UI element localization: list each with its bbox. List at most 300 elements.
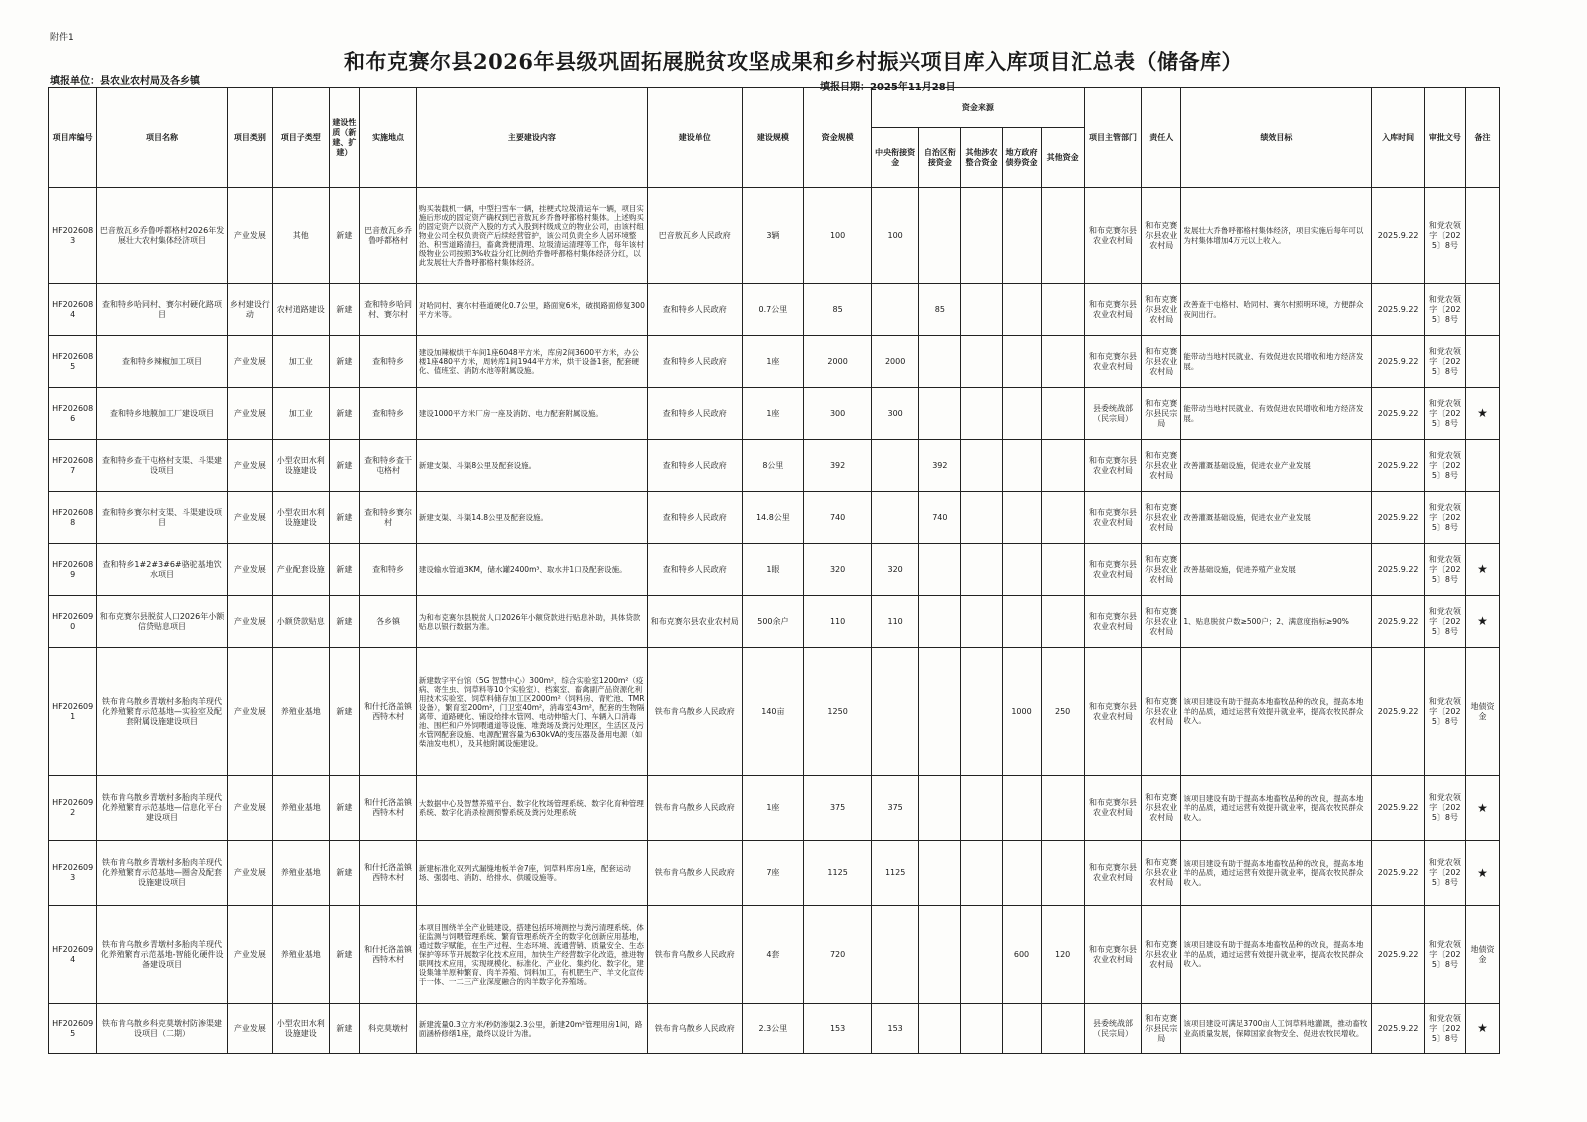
cell-time: 2025.9.22 [1372, 336, 1424, 388]
cell-name: 铁布肯乌散乡科克莫墩村防渗渠建设项目（二期） [97, 1004, 228, 1054]
attachment-label: 附件1 [50, 33, 74, 43]
cell-nature: 新建 [329, 492, 360, 544]
cell-location: 查和特乡赛尔村 [360, 492, 417, 544]
cell-name: 铁布肯乌散乡青墩村多胎肉羊现代化养殖繁育示范基地-智能化硬件设备建设项目 [97, 906, 228, 1004]
cell-content: 本项目围绕羊全产业链建设，搭建包括环境测控与粪污清理系统、体征监测与饲喂管理系统、繁育管理系统齐全的数字化创新应用基地，通过数字赋能，在生产过程、生态环境、流通营销、质量安全、生态保护等环节开展数字化技术应用，加快生产经营数字化改造，推进物联网技术应用，实现规模化、标准化、产业化、集约化、数字化，建设集雏羊原种繁育、肉羊养殖、饲料加工，有机肥生产、羊文化宣传于一体、一二三产业深度融合的肉羊数字化养殖场。 [416, 906, 647, 1004]
cell-approval: 和党农领字〔2025〕8号 [1424, 388, 1465, 440]
cell-time: 2025.9.22 [1372, 906, 1424, 1004]
cell-region: 740 [919, 492, 961, 544]
cell-remark: 地债资金 [1465, 906, 1499, 1004]
cell-dept: 县委统战部（民宗局） [1084, 1004, 1142, 1054]
cell-time: 2025.9.22 [1372, 776, 1424, 841]
cell-owner: 和布克赛尔县民宗局 [1142, 1004, 1181, 1054]
cell-owner: 和布克赛尔县农业农村局 [1142, 284, 1181, 336]
cell-central [872, 906, 919, 1004]
cell-dept: 和布克赛尔县农业农村局 [1084, 492, 1142, 544]
cell-location: 查和特乡查干屯格村 [360, 440, 417, 492]
header-nature: 建设性质（新建、扩建） [329, 88, 360, 188]
cell-agri [961, 388, 1002, 440]
cell-other [1041, 284, 1084, 336]
table-row [49, 841, 1500, 906]
cell-bond: 600 [1002, 906, 1041, 1004]
header-remark: 备注 [1465, 88, 1499, 188]
cell-category: 乡村建设行动 [227, 284, 272, 336]
cell-content: 购买装载机一辆，中型扫雪车一辆，挂梗式垃圾清运车一辆，项目实施后形成的固定资产确权到巴音敖瓦乡乔鲁呼都格村集体。上述购买的固定资产以资产入股的方式入股到村级成立的物业公司，由该村组物业公司全权负责资产后续经营管护，该公司负责全乡人居环境整治、积雪道路清扫，畜禽粪便清理、垃圾清运清理等工作，每年该村级物业公司按照3%收益分红比例给乔鲁呼都格村集体经济分红，以此发展壮大乔鲁呼都格村集体经济。 [416, 188, 647, 284]
cell-code: HF2026087 [49, 440, 97, 492]
header-subtype: 项目子类型 [272, 88, 329, 188]
cell-owner: 和布克赛尔县农业农村局 [1142, 648, 1181, 776]
cell-owner: 和布克赛尔县农业农村局 [1142, 544, 1181, 596]
cell-remark [1465, 336, 1499, 388]
cell-builder: 铁布肯乌散乡人民政府 [648, 906, 743, 1004]
cell-scale: 1座 [742, 336, 804, 388]
cell-fund: 320 [804, 544, 872, 596]
cell-category: 产业发展 [227, 492, 272, 544]
cell-approval: 和党农领字〔2025〕8号 [1424, 188, 1465, 284]
cell-goal: 1、贴息脱贫户数≥500户；2、满意度指标≥90% [1181, 596, 1372, 648]
cell-subtype: 小型农田水利设施建设 [272, 1004, 329, 1054]
cell-content: 新建支渠、斗渠14.8公里及配套设施。 [416, 492, 647, 544]
cell-time: 2025.9.22 [1372, 492, 1424, 544]
cell-remark: ★ [1465, 596, 1499, 648]
cell-owner: 和布克赛尔县农业农村局 [1142, 596, 1181, 648]
header-location: 实施地点 [360, 88, 417, 188]
cell-bond [1002, 284, 1041, 336]
cell-owner: 和布克赛尔县农业农村局 [1142, 906, 1181, 1004]
cell-other [1041, 388, 1084, 440]
cell-region [919, 596, 961, 648]
cell-category: 产业发展 [227, 188, 272, 284]
cell-fund: 300 [804, 388, 872, 440]
cell-dept: 和布克赛尔县农业农村局 [1084, 648, 1142, 776]
cell-scale: 14.8公里 [742, 492, 804, 544]
table-row [49, 648, 1500, 776]
cell-subtype: 小型农田水利设施建设 [272, 492, 329, 544]
cell-name: 查和特乡地膜加工厂建设项目 [97, 388, 228, 440]
cell-time: 2025.9.22 [1372, 596, 1424, 648]
cell-scale: 3辆 [742, 188, 804, 284]
cell-subtype: 养殖业基地 [272, 841, 329, 906]
cell-fund: 375 [804, 776, 872, 841]
cell-category: 产业发展 [227, 1004, 272, 1054]
cell-location: 和什托洛盖镇西特木村 [360, 841, 417, 906]
cell-time: 2025.9.22 [1372, 648, 1424, 776]
cell-central: 110 [872, 596, 919, 648]
cell-builder: 查和特乡人民政府 [648, 388, 743, 440]
header-bond: 地方政府债券资金 [1002, 128, 1041, 188]
cell-agri [961, 906, 1002, 1004]
cell-location: 和什托洛盖镇西特木村 [360, 906, 417, 1004]
cell-central: 375 [872, 776, 919, 841]
table-row [49, 776, 1500, 841]
cell-subtype: 加工业 [272, 336, 329, 388]
header-goal: 绩效目标 [1181, 88, 1372, 188]
cell-time: 2025.9.22 [1372, 1004, 1424, 1054]
cell-nature: 新建 [329, 841, 360, 906]
cell-builder: 铁布肯乌散乡人民政府 [648, 648, 743, 776]
cell-nature: 新建 [329, 440, 360, 492]
header-name: 项目名称 [97, 88, 228, 188]
cell-category: 产业发展 [227, 776, 272, 841]
cell-scale: 8公里 [742, 440, 804, 492]
cell-category: 产业发展 [227, 388, 272, 440]
cell-central [872, 648, 919, 776]
cell-code: HF2026084 [49, 284, 97, 336]
cell-remark: ★ [1465, 841, 1499, 906]
cell-agri [961, 648, 1002, 776]
cell-subtype: 农村道路建设 [272, 284, 329, 336]
cell-approval: 和党农领字〔2025〕8号 [1424, 544, 1465, 596]
cell-region [919, 188, 961, 284]
cell-content: 新建流量0.3立方米/秒防渗渠2.3公里，新建20m²管理用房1间，路面涵桥修缮1座，最终以设计为准。 [416, 1004, 647, 1054]
cell-central: 153 [872, 1004, 919, 1054]
cell-scale: 0.7公里 [742, 284, 804, 336]
cell-region [919, 336, 961, 388]
cell-scale: 1座 [742, 388, 804, 440]
cell-name: 铁布肯乌散乡青墩村多胎肉羊现代化养殖繁育示范基地—实验室及配套附属设施建设项目 [97, 648, 228, 776]
cell-bond [1002, 188, 1041, 284]
cell-content: 新建标准化双列式漏缝地板羊舍7座，饲草料库房1座，配套运动场、强弱电、消防、给排水、供暖设施等。 [416, 841, 647, 906]
header-other: 其他资金 [1041, 128, 1084, 188]
cell-other: 250 [1041, 648, 1084, 776]
cell-content: 新建数字平台馆（5G 智慧中心）300m²，综合实验室1200m²（疫病、寄生虫、饲草料等10个实验室）、档案室、畜禽副产品资源化利用技术实验室、饲草料储存加工区2000m²（饲料房、青贮池、TMR设备），繁育室200m²，门卫室40m²，消毒室43m²，配套的生物隔离带、道路硬化、铺设给排水管网、电动伸缩大门、车辆入口消毒池、围栏和户外饲喂通道等设施、堆粪场及粪污处理区，生活区及污水管网配套设施、电源配置容量为630kVA的变压器及备用电源（如柴油发电机），及其他附属设施建设。 [416, 648, 647, 776]
cell-agri [961, 544, 1002, 596]
cell-scale: 4套 [742, 906, 804, 1004]
cell-time: 2025.9.22 [1372, 388, 1424, 440]
cell-fund: 153 [804, 1004, 872, 1054]
cell-approval: 和党农领字〔2025〕8号 [1424, 596, 1465, 648]
table-row [49, 284, 1500, 336]
cell-goal: 改善基础设施，促进养殖产业发展 [1181, 544, 1372, 596]
cell-subtype: 其他 [272, 188, 329, 284]
cell-time: 2025.9.22 [1372, 544, 1424, 596]
cell-name: 和布克赛尔县脱贫人口2026年小额信贷贴息项目 [97, 596, 228, 648]
cell-goal: 该项目建设可满足3700亩人工饲草料地灌溉，推动畜牧业高质量发展，保障国家食物安全、促进农牧民增收。 [1181, 1004, 1372, 1054]
cell-code: HF2026090 [49, 596, 97, 648]
page-title: 和布克赛尔县2026年县级巩固拓展脱贫攻坚成果和乡村振兴项目库入库项目汇总表（储备库） [344, 49, 1243, 74]
cell-bond [1002, 776, 1041, 841]
cell-owner: 和布克赛尔县农业农村局 [1142, 492, 1181, 544]
cell-category: 产业发展 [227, 596, 272, 648]
fill-unit: 填报单位：县农业农村局及各乡镇 [50, 76, 200, 87]
cell-owner: 和布克赛尔县农业农村局 [1142, 188, 1181, 284]
cell-code: HF2026093 [49, 841, 97, 906]
cell-agri [961, 284, 1002, 336]
cell-location: 查和特乡哈同村、赛尔村 [360, 284, 417, 336]
cell-nature: 新建 [329, 388, 360, 440]
cell-central: 300 [872, 388, 919, 440]
cell-code: HF2026095 [49, 1004, 97, 1054]
cell-content: 建设1000平方米厂房一座及消防、电力配套附属设施。 [416, 388, 647, 440]
cell-scale: 140亩 [742, 648, 804, 776]
project-table [48, 87, 1500, 1054]
cell-bond [1002, 388, 1041, 440]
cell-content: 建设加辣椒烘干车间1座6048平方米，库房2间3600平方米，办公楼1座480平方米，周转库1间1944平方米，烘干设备1套，配套硬化、值班室、消防水池等附属设施。 [416, 336, 647, 388]
cell-central [872, 284, 919, 336]
cell-code: HF2026083 [49, 188, 97, 284]
cell-approval: 和党农领字〔2025〕8号 [1424, 906, 1465, 1004]
cell-subtype: 小型农田水利设施建设 [272, 440, 329, 492]
cell-remark: ★ [1465, 776, 1499, 841]
fill-date: 填报日期：2025年11月28日 [820, 82, 956, 93]
cell-builder: 铁布肯乌散乡人民政府 [648, 841, 743, 906]
cell-fund: 392 [804, 440, 872, 492]
cell-owner: 和布克赛尔县农业农村局 [1142, 841, 1181, 906]
cell-name: 查和特乡1#2#3#6#骆驼基地饮水项目 [97, 544, 228, 596]
cell-remark [1465, 284, 1499, 336]
cell-builder: 和布克赛尔县农业农村局 [648, 596, 743, 648]
cell-nature: 新建 [329, 596, 360, 648]
cell-builder: 巴音敖瓦乡人民政府 [648, 188, 743, 284]
cell-dept: 和布克赛尔县农业农村局 [1084, 906, 1142, 1004]
table-row [49, 544, 1500, 596]
cell-name: 铁布肯乌散乡青墩村多胎肉羊现代化养殖繁育示范基地—圈舍及配套设施建设项目 [97, 841, 228, 906]
cell-central [872, 440, 919, 492]
cell-other [1041, 1004, 1084, 1054]
cell-goal: 能带动当地村民就业、有效促进农民增收和地方经济发展。 [1181, 388, 1372, 440]
cell-goal: 该项目建设有助于提高本地畜牧品种的改良，提高本地羊的品质，通过运营有效提升就业率，提高农牧民群众收入。 [1181, 841, 1372, 906]
cell-subtype: 加工业 [272, 388, 329, 440]
cell-remark: ★ [1465, 388, 1499, 440]
cell-dept: 和布克赛尔县农业农村局 [1084, 284, 1142, 336]
cell-nature: 新建 [329, 776, 360, 841]
cell-time: 2025.9.22 [1372, 188, 1424, 284]
cell-bond [1002, 492, 1041, 544]
cell-agri [961, 776, 1002, 841]
cell-bond [1002, 336, 1041, 388]
cell-region [919, 841, 961, 906]
cell-agri [961, 596, 1002, 648]
table-row [49, 492, 1500, 544]
cell-approval: 和党农领字〔2025〕8号 [1424, 492, 1465, 544]
cell-approval: 和党农领字〔2025〕8号 [1424, 336, 1465, 388]
cell-dept: 县委统战部（民宗局） [1084, 388, 1142, 440]
cell-bond: 1000 [1002, 648, 1041, 776]
cell-subtype: 产业配套设施 [272, 544, 329, 596]
header-agri: 其他涉农整合资金 [961, 128, 1002, 188]
cell-location: 各乡镇 [360, 596, 417, 648]
cell-other [1041, 188, 1084, 284]
cell-bond [1002, 440, 1041, 492]
cell-content: 新建支渠、斗渠8公里及配套设施。 [416, 440, 647, 492]
cell-content: 建设输水管道3KM，储水罐2400m³、取水井1口及配套设施。 [416, 544, 647, 596]
cell-dept: 和布克赛尔县农业农村局 [1084, 440, 1142, 492]
cell-location: 巴音敖瓦乡乔鲁呼都格村 [360, 188, 417, 284]
cell-agri [961, 440, 1002, 492]
cell-fund: 1250 [804, 648, 872, 776]
cell-location: 查和特乡 [360, 388, 417, 440]
cell-nature: 新建 [329, 1004, 360, 1054]
cell-code: HF2026088 [49, 492, 97, 544]
cell-fund: 100 [804, 188, 872, 284]
cell-owner: 和布克赛尔县民宗局 [1142, 388, 1181, 440]
cell-other [1041, 596, 1084, 648]
cell-region: 85 [919, 284, 961, 336]
header-region: 自治区衔接资金 [919, 128, 961, 188]
cell-remark [1465, 440, 1499, 492]
cell-category: 产业发展 [227, 841, 272, 906]
header-content: 主要建设内容 [416, 88, 647, 188]
header-approval: 审批文号 [1424, 88, 1465, 188]
cell-region [919, 388, 961, 440]
cell-owner: 和布克赛尔县农业农村局 [1142, 336, 1181, 388]
table-row [49, 336, 1500, 388]
cell-bond [1002, 1004, 1041, 1054]
cell-nature: 新建 [329, 336, 360, 388]
header-builder: 建设单位 [648, 88, 743, 188]
cell-time: 2025.9.22 [1372, 284, 1424, 336]
cell-fund: 85 [804, 284, 872, 336]
cell-dept: 和布克赛尔县农业农村局 [1084, 544, 1142, 596]
cell-agri [961, 492, 1002, 544]
cell-nature: 新建 [329, 284, 360, 336]
cell-builder: 查和特乡人民政府 [648, 284, 743, 336]
cell-central: 320 [872, 544, 919, 596]
cell-scale: 1座 [742, 776, 804, 841]
cell-fund: 2000 [804, 336, 872, 388]
cell-other [1041, 336, 1084, 388]
cell-bond [1002, 544, 1041, 596]
header-time: 入库时间 [1372, 88, 1424, 188]
cell-scale: 2.3公里 [742, 1004, 804, 1054]
header-code: 项目库编号 [49, 88, 97, 188]
cell-approval: 和党农领字〔2025〕8号 [1424, 1004, 1465, 1054]
cell-agri [961, 1004, 1002, 1054]
cell-dept: 和布克赛尔县农业农村局 [1084, 841, 1142, 906]
cell-other [1041, 776, 1084, 841]
cell-approval: 和党农领字〔2025〕8号 [1424, 776, 1465, 841]
cell-fund: 1125 [804, 841, 872, 906]
cell-location: 科克莫墩村 [360, 1004, 417, 1054]
cell-approval: 和党农领字〔2025〕8号 [1424, 648, 1465, 776]
cell-location: 查和特乡 [360, 544, 417, 596]
cell-agri [961, 336, 1002, 388]
cell-goal: 改善灌溉基础设施，促进农业产业发展 [1181, 492, 1372, 544]
cell-other: 120 [1041, 906, 1084, 1004]
cell-region [919, 544, 961, 596]
cell-category: 产业发展 [227, 440, 272, 492]
cell-goal: 改善灌溉基础设施，促进农业产业发展 [1181, 440, 1372, 492]
cell-name: 查和特乡辣椒加工项目 [97, 336, 228, 388]
cell-location: 和什托洛盖镇西特木村 [360, 776, 417, 841]
cell-code: HF2026085 [49, 336, 97, 388]
cell-owner: 和布克赛尔县农业农村局 [1142, 776, 1181, 841]
cell-content: 大数据中心及智慧养殖平台、数字化牧场管理系统、数字化育种管理系统、数字化消杀检测预警系统及粪污处理系统 [416, 776, 647, 841]
cell-remark: ★ [1465, 1004, 1499, 1054]
cell-nature: 新建 [329, 648, 360, 776]
cell-bond [1002, 596, 1041, 648]
cell-remark: 地债资金 [1465, 648, 1499, 776]
cell-goal: 该项目建设有助于提高本地畜牧品种的改良，提高本地羊的品质，通过运营有效提升就业率，提高农牧民群众收入。 [1181, 648, 1372, 776]
header-central: 中央衔接资金 [872, 128, 919, 188]
cell-time: 2025.9.22 [1372, 440, 1424, 492]
table-row [49, 188, 1500, 284]
cell-name: 查和特乡赛尔村支渠、斗渠建设项目 [97, 492, 228, 544]
cell-remark [1465, 492, 1499, 544]
cell-owner: 和布克赛尔县农业农村局 [1142, 440, 1181, 492]
cell-remark [1465, 188, 1499, 284]
cell-other [1041, 841, 1084, 906]
cell-name: 铁布肯乌散乡青墩村多胎肉羊现代化养殖繁育示范基地—信息化平台建设项目 [97, 776, 228, 841]
cell-dept: 和布克赛尔县农业农村局 [1084, 596, 1142, 648]
header-owner: 责任人 [1142, 88, 1181, 188]
cell-other [1041, 544, 1084, 596]
cell-central [872, 492, 919, 544]
cell-subtype: 养殖业基地 [272, 906, 329, 1004]
cell-nature: 新建 [329, 906, 360, 1004]
cell-central: 100 [872, 188, 919, 284]
cell-subtype: 小额贷款贴息 [272, 596, 329, 648]
cell-region [919, 906, 961, 1004]
cell-name: 巴音敖瓦乡乔鲁呼都格村2026年发展壮大农村集体经济项目 [97, 188, 228, 284]
cell-agri [961, 841, 1002, 906]
cell-name: 查和特乡查干屯格村支渠、斗渠建设项目 [97, 440, 228, 492]
cell-fund: 720 [804, 906, 872, 1004]
cell-approval: 和党农领字〔2025〕8号 [1424, 440, 1465, 492]
cell-category: 产业发展 [227, 336, 272, 388]
cell-goal: 该项目建设有助于提高本地畜牧品种的改良，提高本地羊的品质，通过运营有效提升就业率，提高农牧民群众收入。 [1181, 776, 1372, 841]
cell-scale: 1眼 [742, 544, 804, 596]
cell-region [919, 648, 961, 776]
cell-agri [961, 188, 1002, 284]
table-row [49, 388, 1500, 440]
cell-category: 产业发展 [227, 648, 272, 776]
cell-builder: 铁布肯乌散乡人民政府 [648, 1004, 743, 1054]
cell-builder: 查和特乡人民政府 [648, 544, 743, 596]
cell-central: 2000 [872, 336, 919, 388]
cell-location: 和什托洛盖镇西特木村 [360, 648, 417, 776]
cell-central: 1125 [872, 841, 919, 906]
header-dept: 项目主管部门 [1084, 88, 1142, 188]
cell-builder: 查和特乡人民政府 [648, 336, 743, 388]
header-fund: 资金规模 [804, 88, 872, 188]
table-row [49, 1004, 1500, 1054]
cell-code: HF2026094 [49, 906, 97, 1004]
cell-approval: 和党农领字〔2025〕8号 [1424, 841, 1465, 906]
cell-content: 对哈同村、赛尔村巷道硬化0.7公里，路面宽6米，破损路面修复300平方米等。 [416, 284, 647, 336]
header-scale: 建设规模 [742, 88, 804, 188]
cell-subtype: 养殖业基地 [272, 776, 329, 841]
header-fund-source: 资金来源 [872, 88, 1085, 128]
cell-goal: 该项目建设有助于提高本地畜牧品种的改良，提高本地羊的品质，通过运营有效提升就业率，提高农牧民群众收入。 [1181, 906, 1372, 1004]
table-row [49, 906, 1500, 1004]
cell-category: 产业发展 [227, 544, 272, 596]
cell-dept: 和布克赛尔县农业农村局 [1084, 188, 1142, 284]
table-row [49, 440, 1500, 492]
cell-subtype: 养殖业基地 [272, 648, 329, 776]
cell-fund: 110 [804, 596, 872, 648]
cell-goal: 发展壮大乔鲁呼都格村集体经济，项目实施后每年可以为村集体增加4万元以上收入。 [1181, 188, 1372, 284]
cell-bond [1002, 841, 1041, 906]
cell-code: HF2026091 [49, 648, 97, 776]
cell-remark: ★ [1465, 544, 1499, 596]
header-category: 项目类别 [227, 88, 272, 188]
cell-other [1041, 440, 1084, 492]
cell-location: 查和特乡 [360, 336, 417, 388]
cell-code: HF2026086 [49, 388, 97, 440]
cell-other [1041, 492, 1084, 544]
cell-builder: 查和特乡人民政府 [648, 440, 743, 492]
cell-approval: 和党农领字〔2025〕8号 [1424, 284, 1465, 336]
cell-fund: 740 [804, 492, 872, 544]
cell-goal: 改善查干屯格村、哈同村、赛尔村照明环境，方便群众夜间出行。 [1181, 284, 1372, 336]
cell-region [919, 1004, 961, 1054]
cell-dept: 和布克赛尔县农业农村局 [1084, 776, 1142, 841]
cell-nature: 新建 [329, 188, 360, 284]
cell-code: HF2026092 [49, 776, 97, 841]
cell-scale: 7座 [742, 841, 804, 906]
cell-content: 为和布克赛尔县脱贫人口2026年小额贷款进行贴息补助，具体贷款贴息以银行数据为准。 [416, 596, 647, 648]
